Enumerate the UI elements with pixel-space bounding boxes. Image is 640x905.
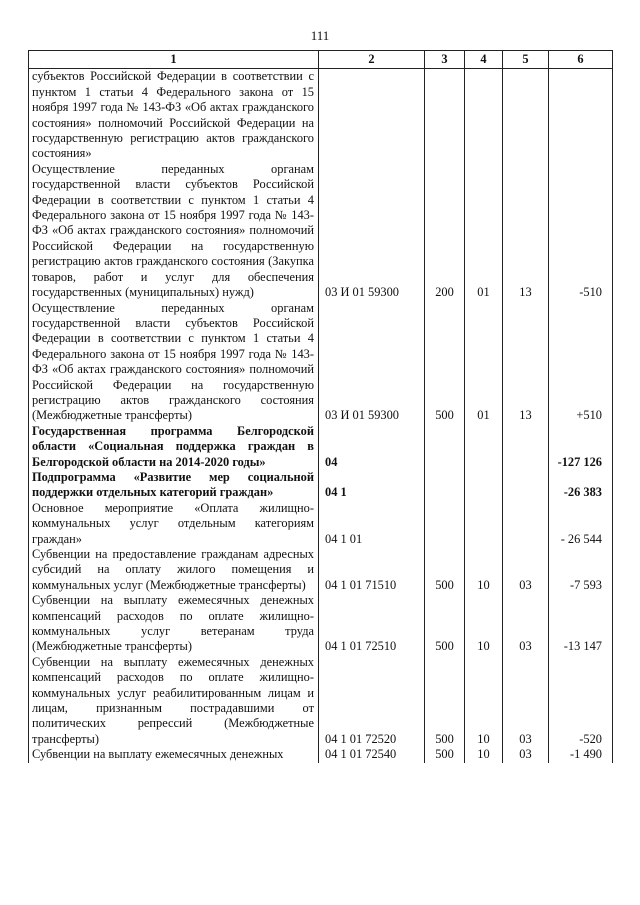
row-code: 04 1 [319,470,425,501]
column-header-1: 1 [29,51,319,69]
row-section: 01 [465,162,503,301]
row-description: Субвенции на выплату ежемесячных денежных [29,747,319,762]
row-expense-type: 200 [425,162,465,301]
row-section: 10 [465,655,503,747]
row-expense-type [425,69,465,162]
row-description: Основное мероприятие «Оплата жилищно-коммунальных услуг отдельным категориям граждан» [29,501,319,547]
row-expense-type [425,424,465,470]
row-code: 04 1 01 72510 [319,593,425,655]
row-subsection: 03 [503,547,549,593]
row-amount: +510 [549,301,613,424]
table-row [29,424,613,470]
row-subsection [503,470,549,501]
row-subsection [503,424,549,470]
table-row [29,162,613,301]
row-subsection: 13 [503,162,549,301]
column-header-2: 2 [319,51,425,69]
row-description: Подпрограмма «Развитие мер социальной поддержки отдельных категорий граждан» [29,470,319,501]
row-description: Субвенции на предоставление гражданам адресных субсидий на оплату жилого помещения и коммунальных услуг (Межбюджетные трансферты) [29,547,319,593]
row-subsection [503,69,549,162]
table-row [29,470,613,501]
row-expense-type: 500 [425,593,465,655]
row-code: 03 И 01 59300 [319,301,425,424]
row-description: Осуществление переданных органам государственной власти субъектов Российской Федерации в соответствии с пунктом 1 статьи 4 Федерального закона от 15 ноября 1997 года № 143-ФЗ «Об актах гражданского состояния» полномочий Российской Федерации на государственную регистрацию актов гражданского состояния (Закупка товаров, работ и услуг для обеспечения государственных (муниципальных) нужд) [29,162,319,301]
row-subsection: 03 [503,593,549,655]
row-expense-type: 500 [425,301,465,424]
row-amount: -26 383 [549,470,613,501]
row-description: субъектов Российской Федерации в соответствии с пунктом 1 статьи 4 Федерального закона от 15 ноября 1997 года № 143-ФЗ «Об актах гражданского состояния» полномочий Российской Федерации на государственную регистрацию актов гражданского состояния» [29,69,319,162]
row-amount: -1 490 [549,747,613,762]
row-section: 10 [465,593,503,655]
table-row [29,593,613,655]
table-row [29,69,613,162]
row-subsection: 13 [503,301,549,424]
column-header-5: 5 [503,51,549,69]
row-subsection: 03 [503,655,549,747]
row-amount: -127 126 [549,424,613,470]
row-section: 10 [465,547,503,593]
row-amount: -13 147 [549,593,613,655]
row-code: 04 1 01 71510 [319,547,425,593]
row-code: 04 [319,424,425,470]
row-code: 04 1 01 [319,501,425,547]
table-header-row [29,51,613,69]
table-body [29,69,613,763]
row-section [465,424,503,470]
row-amount: -510 [549,162,613,301]
row-code: 04 1 01 72540 [319,747,425,762]
row-amount [549,69,613,162]
row-subsection [503,501,549,547]
row-description: Осуществление переданных органам государственной власти субъектов Российской Федерации в соответствии с пунктом 1 статьи 4 Федерального закона от 15 ноября 1997 года № 143-ФЗ «Об актах гражданского состояния» полномочий Российской Федерации на государственную регистрацию актов гражданского состояния (Межбюджетные трансферты) [29,301,319,424]
table-row [29,301,613,424]
row-description: Субвенции на выплату ежемесячных денежных компенсаций расходов по оплате жилищно-коммунальных услуг ветеранам труда (Межбюджетные трансферты) [29,593,319,655]
column-header-3: 3 [425,51,465,69]
row-description: Субвенции на выплату ежемесячных денежных компенсаций расходов по оплате жилищно-коммунальных услуг реабилитированным лицам и лицам, признанным пострадавшими от политических репрессий (Межбюджетные трансферты) [29,655,319,747]
page-number: 111 [310,28,330,43]
column-header-4: 4 [465,51,503,69]
budget-table [28,50,613,763]
row-description: Государственная программа Белгородской области «Социальная поддержка граждан в Белгородской области на 2014-2020 годы» [29,424,319,470]
row-code: 04 1 01 72520 [319,655,425,747]
row-section [465,69,503,162]
row-expense-type: 500 [425,655,465,747]
row-subsection: 03 [503,747,549,762]
row-code: 03 И 01 59300 [319,162,425,301]
row-code [319,69,425,162]
row-expense-type [425,501,465,547]
table-row [29,747,613,762]
column-header-6: 6 [549,51,613,69]
row-section [465,470,503,501]
row-amount: -7 593 [549,547,613,593]
row-amount: -520 [549,655,613,747]
table-row [29,501,613,547]
row-expense-type: 500 [425,547,465,593]
row-section [465,501,503,547]
row-section: 10 [465,747,503,762]
row-expense-type: 500 [425,747,465,762]
table-row [29,547,613,593]
row-amount: - 26 544 [549,501,613,547]
row-section: 01 [465,301,503,424]
row-expense-type [425,470,465,501]
table-row [29,655,613,747]
